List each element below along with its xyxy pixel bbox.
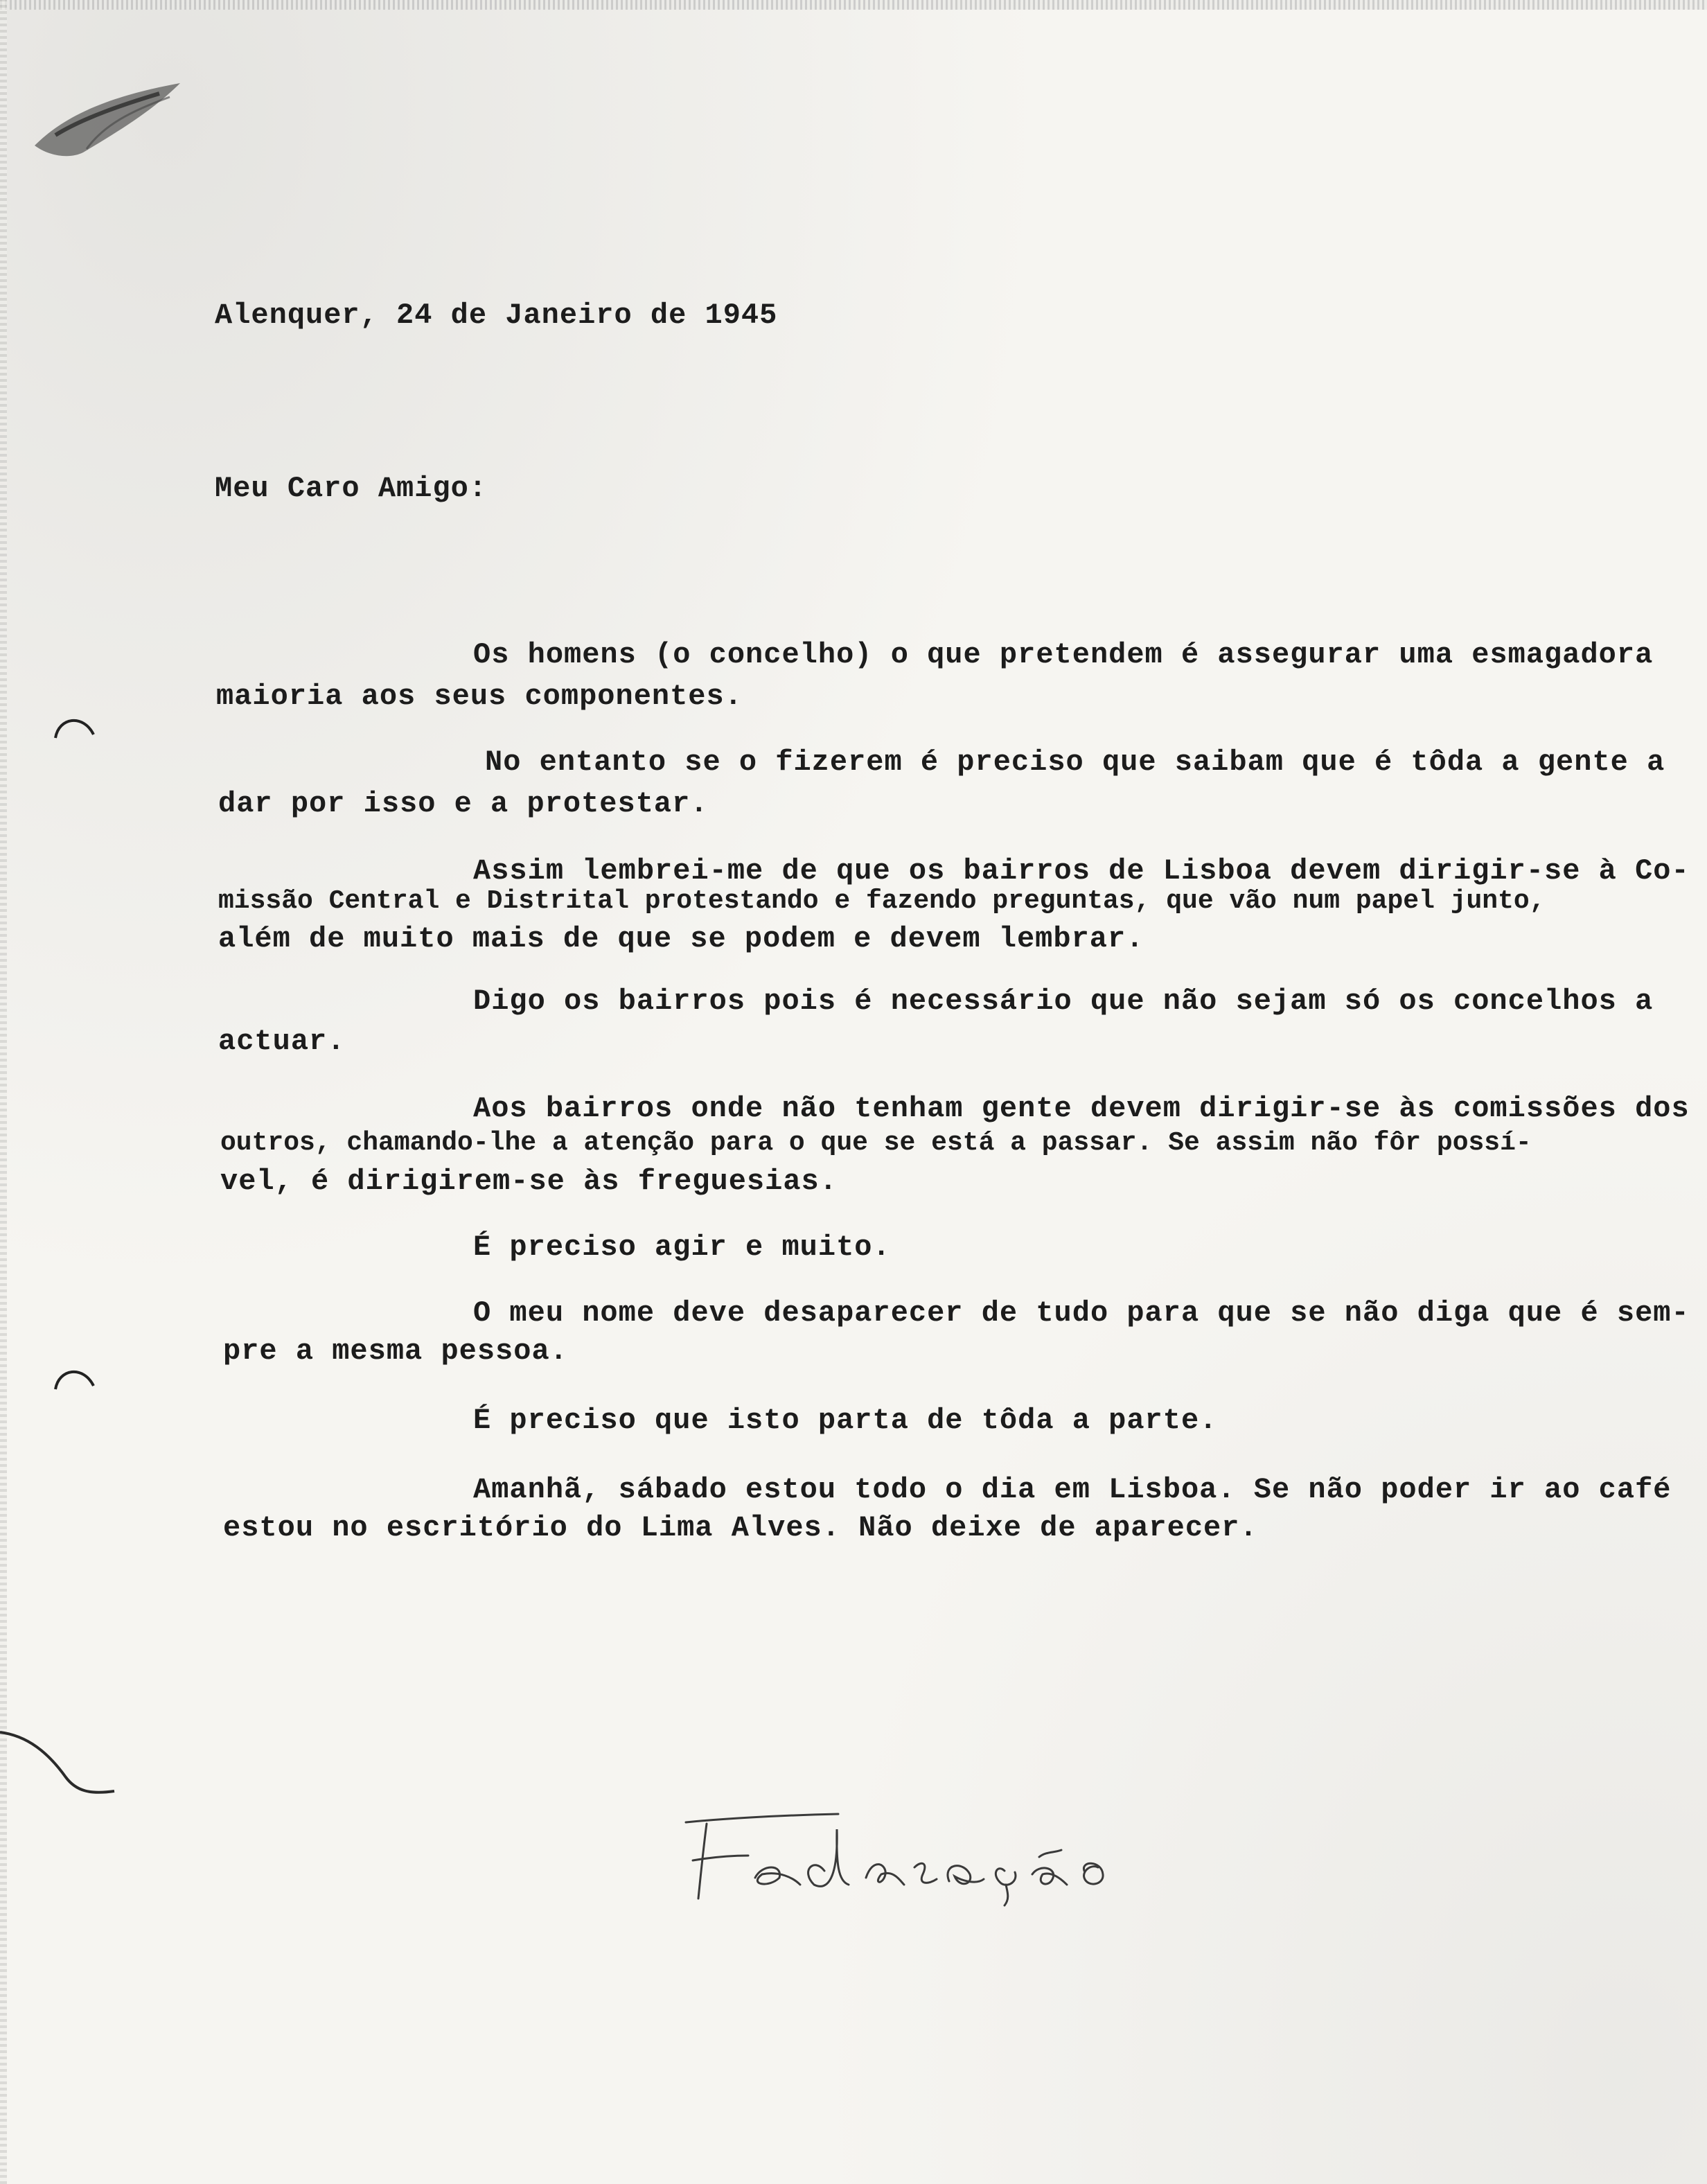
body-line: além de muito mais de que se podem e devem lembrar. bbox=[218, 922, 1144, 956]
body-line: No entanto se o fizerem é preciso que saibam que é tôda a gente a bbox=[485, 746, 1665, 779]
letter-date: Alenquer, 24 de Janeiro de 1945 bbox=[215, 299, 778, 332]
body-line: pre a mesma pessoa. bbox=[223, 1335, 568, 1368]
body-line: estou no escritório do Lima Alves. Não deixe de aparecer. bbox=[223, 1511, 1258, 1544]
handwritten-signature bbox=[665, 1788, 1192, 1926]
ink-smudge-mark bbox=[21, 69, 187, 173]
scan-edge-left bbox=[0, 0, 7, 2184]
body-line: dar por isso e a protestar. bbox=[218, 787, 709, 820]
margin-pencil-stroke bbox=[0, 1718, 139, 1808]
body-line: Os homens (o concelho) o que pretendem é assegurar uma esmagadora bbox=[473, 638, 1654, 671]
body-line: maioria aos seus componentes. bbox=[216, 680, 743, 713]
scan-edge-top bbox=[0, 0, 1707, 10]
punch-hole-mark bbox=[48, 1358, 104, 1400]
body-line: missão Central e Distrital protestando e fazendo preguntas, que vão num papel junto, bbox=[218, 886, 1546, 916]
body-line: O meu nome deve desaparecer de tudo para que se não diga que é sem- bbox=[473, 1296, 1690, 1330]
body-line: vel, é dirigirem-se às freguesias. bbox=[220, 1165, 838, 1198]
body-line: É preciso que isto parta de tôda a parte. bbox=[473, 1404, 1218, 1437]
body-line: Digo os bairros pois é necessário que não sejam só os concelhos a bbox=[473, 985, 1654, 1018]
body-line: Aos bairros onde não tenham gente devem dirigir-se às comissões dos bbox=[473, 1092, 1690, 1125]
body-line: outros, chamando-lhe a atenção para o que se está a passar. Se assim não fôr possí- bbox=[220, 1128, 1532, 1158]
body-line: Amanhã, sábado estou todo o dia em Lisboa. Se não poder ir ao café bbox=[473, 1473, 1672, 1506]
letter-salutation: Meu Caro Amigo: bbox=[215, 472, 488, 505]
body-line: actuar. bbox=[218, 1025, 346, 1058]
body-line: É preciso agir e muito. bbox=[473, 1231, 891, 1264]
body-line: Assim lembrei-me de que os bairros de Lisboa devem dirigir-se à Co- bbox=[473, 854, 1690, 888]
punch-hole-mark bbox=[48, 707, 104, 748]
